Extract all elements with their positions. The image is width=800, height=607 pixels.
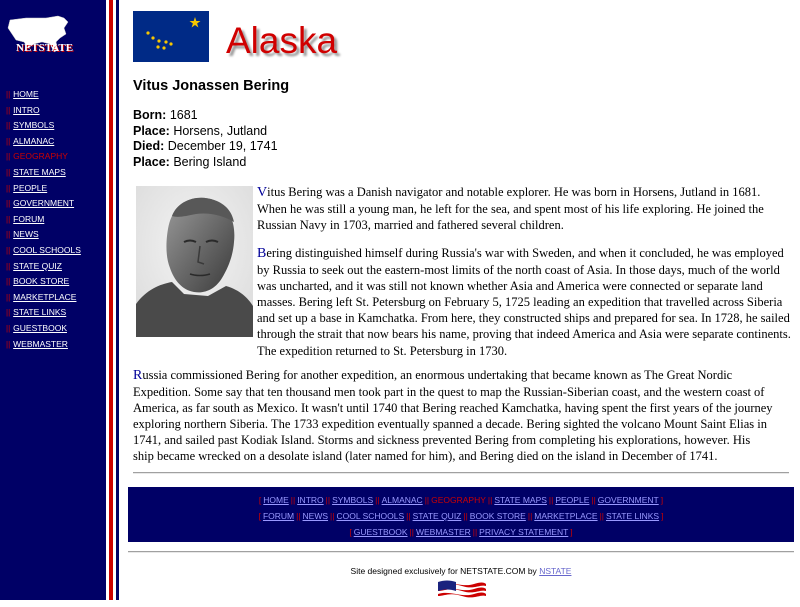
footer-link-webmaster[interactable]: WEBMASTER [415,527,471,537]
nav-separator: || [330,511,335,521]
sidebar-item-geography [6,149,81,165]
nav-separator: || [6,90,11,99]
footer-link-state-links[interactable]: STATE LINKS [606,511,660,521]
sidebar-item-intro [6,103,81,119]
sidebar-item-state-links [6,305,81,321]
nav-separator: || [406,511,411,521]
horizontal-rule [128,551,794,553]
sidebar-link[interactable]: BOOK STORE [13,276,70,287]
sidebar-item-symbols [6,118,81,134]
sidebar-link[interactable]: FORUM [13,213,45,224]
fact-row [133,155,278,171]
nav-separator: || [424,495,430,505]
sidebar [0,0,106,600]
nav-separator: ] [570,527,573,537]
sidebar-item-state-quiz [6,259,81,275]
nav-separator: || [6,199,11,209]
sidebar-nav [6,87,81,352]
nav-separator: || [548,495,554,505]
us-flag-icon [436,578,488,602]
fact-label: Place: [133,154,170,169]
sidebar-item-marketplace [6,290,81,306]
footer-nav-row [128,511,794,521]
fact-label: Died: [133,139,165,153]
sidebar-link[interactable]: SYMBOLS [13,120,55,131]
sidebar-link[interactable]: STATE QUIZ [13,260,62,271]
footer-link-people[interactable]: PEOPLE [555,495,590,505]
page-title: Alaska [226,20,338,61]
nav-separator: || [6,323,11,333]
nav-separator: || [6,183,11,193]
nav-separator: || [6,167,11,177]
fact-row [133,124,278,140]
fact-label: Place: [133,123,170,138]
nav-separator: [ [258,495,262,505]
fact-value: Horsens, Jutland [173,123,268,138]
fact-value: 1681 [169,108,198,122]
netstate-logo[interactable] [6,12,72,58]
credit-text: Site designed exclusively for NETSTATE.COM by [350,566,537,576]
sidebar-item-cool-schools [6,243,81,259]
footer-link-state-quiz[interactable]: STATE QUIZ [412,511,462,521]
nav-separator: || [6,308,11,318]
drop-initial: R [133,368,143,383]
nav-separator: || [6,214,11,224]
footer-link-book-store[interactable]: BOOK STORE [469,511,526,521]
nav-separator: || [599,511,604,521]
nav-separator: || [375,495,380,505]
nav-separator: [ [349,527,352,537]
logo-text: NETSTATE [16,42,74,54]
nav-separator: || [472,527,478,537]
fact-label: Born: [133,108,167,122]
article-paragraph [257,245,797,359]
footer-link-geography[interactable]: GEOGRAPHY [431,495,486,505]
footer-link-home[interactable]: HOME [263,495,289,505]
nav-separator: || [6,339,11,349]
sidebar-item-forum [6,212,81,228]
fact-value: Bering Island [173,154,247,169]
sidebar-item-people [6,181,81,197]
divider-stripe [116,0,119,600]
sidebar-item-state-maps [6,165,81,181]
nav-separator: || [325,495,331,505]
nav-separator: || [409,527,414,537]
sidebar-link[interactable]: NEWS [13,229,39,240]
nav-separator: ] [661,511,664,521]
sidebar-item-news [6,227,81,243]
paragraph-text: ussia commissioned Bering for another expedition, an enormous undertaking that became known as The Great Nordic Expedition. Some say that ten thousand men took part in the quest to map the Russian-Siberian coast, and the western coast of America, as far south as Mexico. It wasn't until 1740 that Bering reached Kamchatka, having spent the first years of the journey exploring northern Siberia. The 1733 expedition eventually spanned a decade. Bering sighted the volcano Mount Saint Elias in 1741, and sailed past Kodiak Island. Storms and sickness prevented Bering from completing his explorations, however. His ship became wrecked on a desolate island (later named for him), and Bering died on the island in December of 1741. [133,368,773,464]
horizontal-rule [133,472,789,474]
drop-initial: V [257,185,268,200]
nav-separator: ] [660,495,664,505]
article-paragraph [133,367,773,465]
article-paragraph [257,184,767,233]
sidebar-item-book-store [6,274,81,290]
sidebar-item-almanac [6,134,81,150]
sidebar-link[interactable]: PEOPLE [13,182,48,193]
sidebar-link[interactable]: WEBMASTER [13,338,68,349]
nav-separator: || [6,277,11,287]
sidebar-link[interactable]: STATE MAPS [13,166,66,177]
sidebar-item-government [6,196,81,212]
footer-link-state-maps[interactable]: STATE MAPS [494,495,547,505]
sidebar-link[interactable]: GOVERNMENT [13,198,75,209]
portrait-image [136,186,253,337]
person-name: Vitus Jonassen Bering [133,78,290,94]
fact-row [133,108,278,124]
footer-link-guestbook[interactable]: GUESTBOOK [353,527,408,537]
nav-separator: || [296,511,301,521]
footer-link-symbols[interactable]: SYMBOLS [332,495,374,505]
sidebar-item-home [6,87,81,103]
nav-separator: [ [258,511,261,521]
nav-separator: || [591,495,596,505]
footer-link-government[interactable]: GOVERNMENT [597,495,659,505]
nav-separator: || [6,136,11,146]
sidebar-link[interactable]: MARKETPLACE [13,291,77,302]
sidebar-link[interactable]: HOME [13,89,39,99]
nav-separator: || [6,105,11,115]
nav-separator: || [290,495,296,505]
site-credit [128,566,794,576]
footer-link-privacy-statement[interactable]: PRIVACY STATEMENT [479,527,569,537]
sidebar-link[interactable]: ALMANAC [13,135,55,146]
paragraph-text: ering distinguished himself during Russia's war with Sweden, and when it concluded, he was employed by Russia to seek out the eastern-most limits of the north coast of Asia. In those days, much of the world was uncharted, and it was still not known whether Asia and America were connected or separate land masses. Bering left St. Petersburg on February 5, 1725 leading an expedition that travelled across Siberia and set up a base in Kamchatka. From here, they constructed ships and prepared for sea. In 1728, he sailed through the strait that now bears his name, proving that indeed America and Asia were separate continents. The expedition returned to St. Petersburg in 1730. [257,246,791,358]
nav-separator: || [6,292,11,302]
nav-separator: || [6,261,11,271]
footer-nav-row [128,527,794,537]
nav-separator: || [487,495,493,505]
sidebar-item-guestbook [6,321,81,337]
footer-link-intro[interactable]: INTRO [297,495,324,505]
footer-link-cool-schools[interactable]: COOL SCHOOLS [336,511,405,521]
sidebar-item-webmaster [6,337,81,353]
footer-link-almanac[interactable]: ALMANAC [381,495,423,505]
sidebar-link[interactable]: GUESTBOOK [13,322,67,333]
footer-link-forum[interactable]: FORUM [262,511,295,521]
fact-row [133,139,278,155]
nav-separator: || [463,511,468,521]
nav-separator: || [6,152,11,162]
sidebar-link[interactable]: COOL SCHOOLS [13,244,81,255]
sidebar-link[interactable]: INTRO [13,104,40,115]
fact-value: December 19, 1741 [167,139,278,153]
paragraph-text: itus Bering was a Danish navigator and notable explorer. He was born in Horsens, Jutland in 1681. When he was still a young man, he left for the sea, and spent most of his life exploring. He joined the Russian Navy in 1703, married and fathered several children. [257,185,764,233]
sidebar-link[interactable]: GEOGRAPHY [13,151,68,162]
bust-portrait-icon [136,186,253,337]
alaska-flag-icon [133,11,209,62]
footer-link-news[interactable]: NEWS [302,511,329,521]
footer-link-marketplace[interactable]: MARKETPLACE [534,511,598,521]
drop-initial: B [257,246,267,261]
nav-separator: || [6,121,11,131]
nav-separator: || [6,230,11,240]
sidebar-link[interactable]: STATE LINKS [13,307,67,318]
person-facts [133,108,278,170]
credit-link[interactable]: NSTATE [539,566,572,576]
footer-nav-row [128,495,794,505]
nav-separator: || [6,245,11,255]
footer-nav [128,487,794,542]
nav-separator: || [527,511,533,521]
